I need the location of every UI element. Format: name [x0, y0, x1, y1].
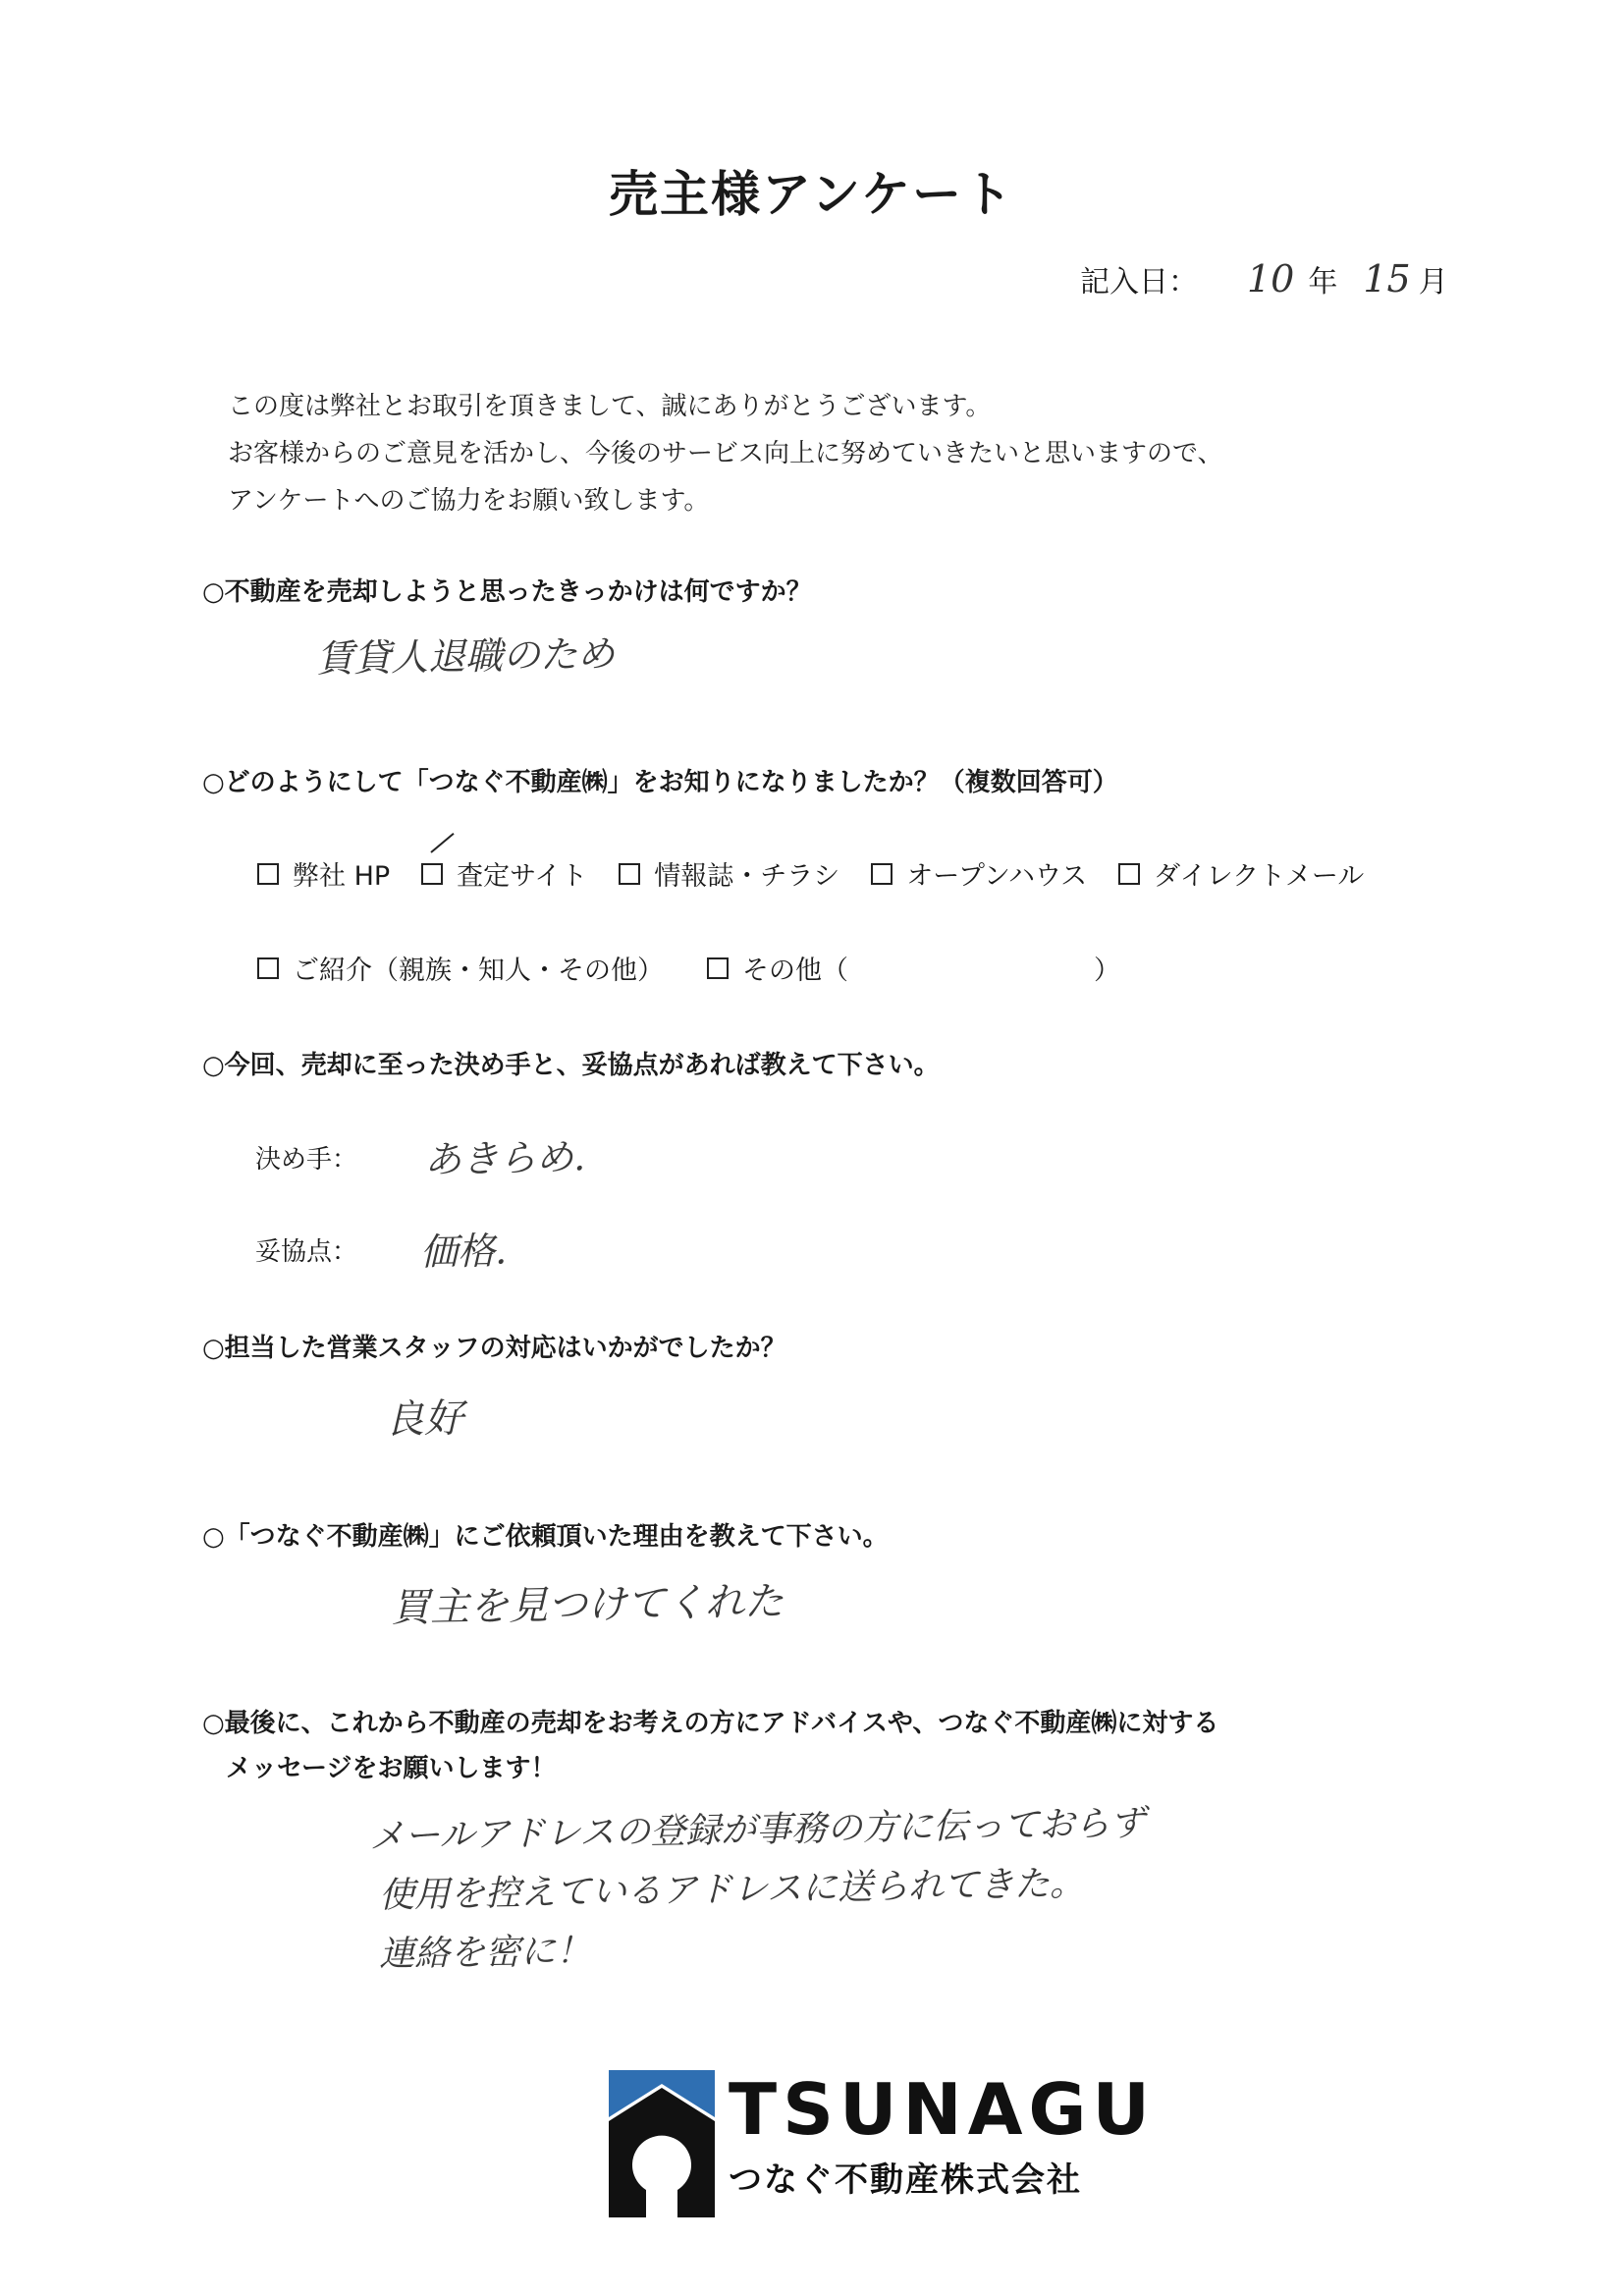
question-6-line-2: メッセージをお願いします！ [226, 1754, 557, 1783]
question-4: ○担当した営業スタッフの対応はいかがでしたか？ [202, 1334, 786, 1363]
question-6: ○最後に、これから不動産の売却をお考えの方にアドバイスや、つなぐ不動産㈱に対する [202, 1709, 1219, 1738]
compromise-answer: 価格. [419, 1229, 508, 1274]
checkbox-icon[interactable] [1118, 863, 1140, 885]
checkbox-icon[interactable] [257, 863, 279, 885]
options-row-1 [257, 854, 1395, 893]
checkbox-icon[interactable] [871, 863, 893, 885]
option-open-house[interactable]: オープンハウス [871, 854, 1087, 893]
answer-6-line: 使用を控えているアドレスに送られてきた。 [378, 1863, 1086, 1916]
question-1: ○不動産を売却しようと思ったきっかけは何ですか？ [202, 577, 812, 607]
question-2: ○どのようにして「つなぐ不動産㈱」をお知りになりましたか？（複数回答可） [202, 768, 1118, 797]
checkbox-icon[interactable] [707, 957, 729, 979]
decider-label: 決め手： [255, 1145, 358, 1175]
compromise-label: 妥協点： [255, 1237, 358, 1267]
checkbox-icon[interactable] [257, 957, 279, 979]
date-year-unit: 年 [1308, 265, 1338, 300]
question-5: ○「つなぐ不動産㈱」にご依頼頂いた理由を教えて下さい。 [202, 1522, 889, 1552]
logo-name-en: TSUNAGU [729, 2068, 1156, 2151]
option-company-hp[interactable]: 弊社 HP [257, 854, 390, 893]
answer-6-line: メールアドレスの登録が事務の方に伝っておらず [368, 1803, 1146, 1857]
intro-line: アンケートへのご協力をお願い致します。 [228, 486, 710, 516]
date-month-unit: 月 [1418, 265, 1448, 300]
intro-text [228, 383, 1222, 524]
option-other[interactable]: その他（ ） [707, 949, 1120, 987]
answer-4: 良好 [384, 1395, 464, 1443]
logo-name-ja: つなぐ不動産株式会社 [729, 2160, 1082, 2200]
option-magazine-flyer[interactable]: 情報誌・チラシ [619, 854, 839, 893]
option-referral[interactable]: ご紹介（親族・知人・その他） [257, 949, 664, 987]
date-month-value: 15 [1363, 257, 1411, 301]
answer-6-line: 連絡を密に！ [378, 1931, 592, 1975]
answer-5: 買主を見つけてくれた [390, 1579, 784, 1631]
option-direct-mail[interactable]: ダイレクトメール [1118, 854, 1364, 893]
company-logo [609, 2070, 1156, 2217]
answer-1: 賃貸人退職のため [315, 631, 616, 681]
date-year-value: 10 [1247, 257, 1295, 301]
decider-answer: あきらめ. [423, 1135, 586, 1181]
intro-line: この度は弊社とお取引を頂きまして、誠にありがとうございます。 [228, 392, 992, 421]
checkbox-icon[interactable] [619, 863, 640, 885]
tsunagu-logo-icon [609, 2070, 715, 2217]
entry-date [1080, 257, 1448, 301]
date-label: 記入日： [1080, 265, 1198, 300]
page-title: 売主様アンケート [609, 166, 1014, 223]
intro-line: お客様からのご意見を活かし、今後のサービス向上に努めていきたいと思いますので、 [228, 439, 1223, 468]
question-3: ○今回、売却に至った決め手と、妥協点があれば教えて下さい。 [202, 1051, 940, 1080]
checkbox-checked-icon[interactable] [421, 863, 443, 885]
option-appraisal-site[interactable]: 査定サイト [421, 854, 587, 893]
options-row-2 [257, 949, 1152, 987]
